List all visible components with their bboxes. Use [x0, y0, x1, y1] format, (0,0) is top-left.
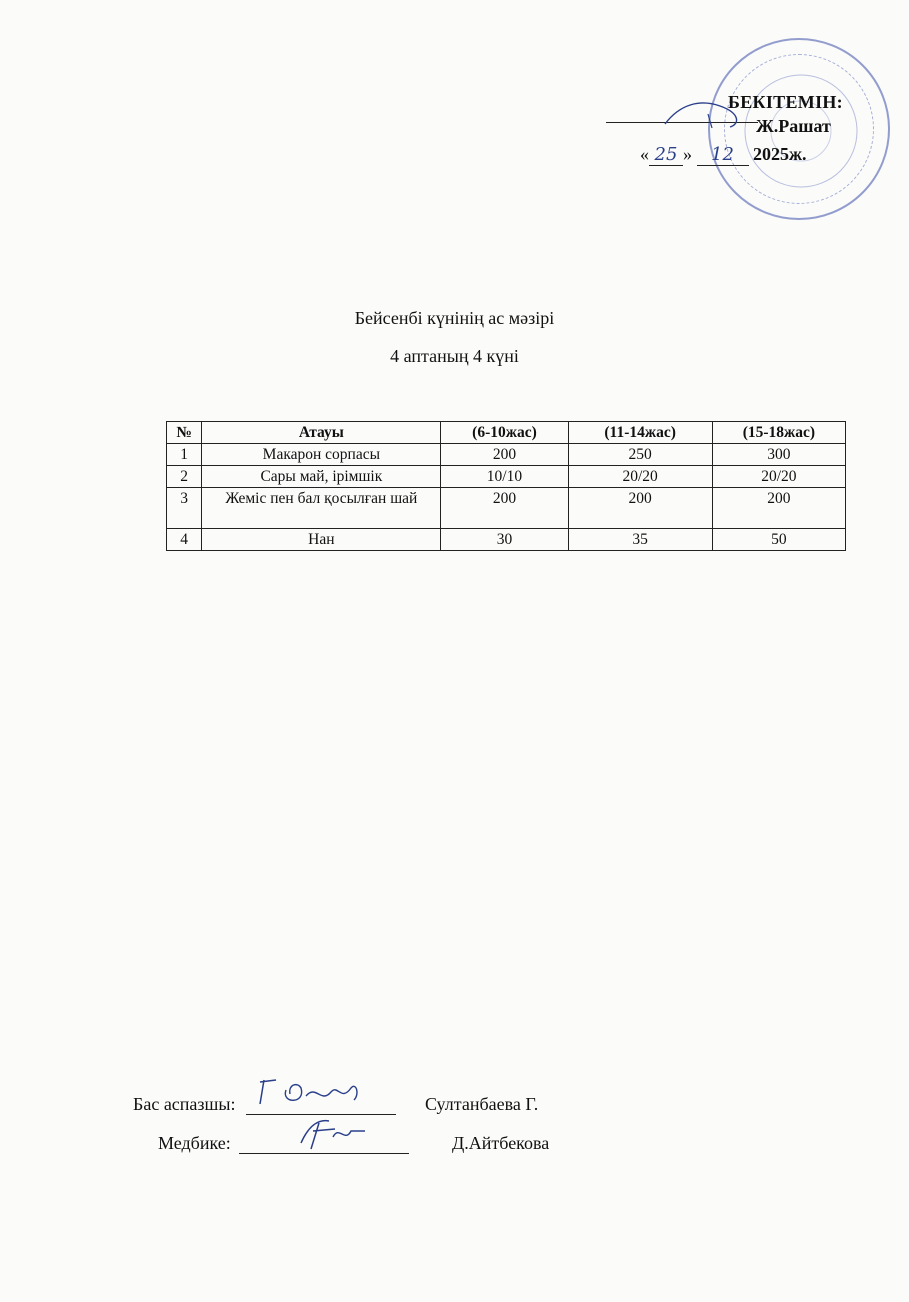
chef-name: Султанбаева Г. — [425, 1094, 539, 1114]
date-open-quote: « — [640, 144, 649, 164]
approval-date — [640, 144, 807, 166]
approval-block — [600, 80, 900, 190]
nurse-label: Медбике: — [158, 1133, 231, 1153]
table-row — [167, 488, 846, 529]
chef-signature-icon — [246, 1074, 396, 1114]
portion-15-18: 20/20 — [712, 466, 845, 488]
dish-name: Макарон сорпасы — [202, 444, 441, 466]
nurse-signature-line — [239, 1133, 409, 1154]
dish-name: Жеміс пен бал қосылған шай — [202, 488, 441, 529]
table-row — [167, 466, 846, 488]
portion-6-10: 200 — [441, 488, 568, 529]
portion-11-14: 35 — [568, 529, 712, 551]
chef-signature-row — [133, 1094, 396, 1115]
dish-name: Сары май, ірімшік — [202, 466, 441, 488]
date-close-quote: » — [683, 144, 692, 164]
nurse-signature-icon — [239, 1113, 409, 1153]
row-number: 3 — [167, 488, 202, 529]
approval-title: БЕКІТЕМІН: — [728, 92, 843, 112]
chef-signature-line — [246, 1094, 396, 1115]
row-number: 1 — [167, 444, 202, 466]
header-number: № — [167, 422, 202, 444]
date-month: 12 — [697, 144, 749, 166]
date-day: 25 — [649, 144, 683, 166]
table-row — [167, 444, 846, 466]
table-header-row — [167, 422, 846, 444]
date-year: 2025ж. — [753, 144, 807, 164]
portion-11-14: 20/20 — [568, 466, 712, 488]
director-signature-icon — [660, 94, 750, 130]
row-number: 2 — [167, 466, 202, 488]
portion-15-18: 300 — [712, 444, 845, 466]
portion-15-18: 50 — [712, 529, 845, 551]
header-age-15-18: (15-18жас) — [712, 422, 845, 444]
portion-11-14: 250 — [568, 444, 712, 466]
chef-label: Бас аспазшы: — [133, 1094, 236, 1114]
page-subtitle: 4 аптаның 4 күні — [390, 346, 519, 366]
menu-table — [166, 421, 846, 551]
portion-6-10: 10/10 — [441, 466, 568, 488]
portion-6-10: 30 — [441, 529, 568, 551]
page-title: Бейсенбі күнінің ас мәзірі — [354, 308, 555, 328]
header-age-6-10: (6-10жас) — [441, 422, 568, 444]
portion-6-10: 200 — [441, 444, 568, 466]
table-row — [167, 529, 846, 551]
portion-15-18: 200 — [712, 488, 845, 529]
approval-name: Ж.Рашат — [756, 116, 831, 136]
portion-11-14: 200 — [568, 488, 712, 529]
row-number: 4 — [167, 529, 202, 551]
nurse-signature-row — [158, 1133, 409, 1154]
dish-name: Нан — [202, 529, 441, 551]
header-age-11-14: (11-14жас) — [568, 422, 712, 444]
nurse-name: Д.Айтбекова — [452, 1133, 550, 1153]
header-name: Атауы — [202, 422, 441, 444]
